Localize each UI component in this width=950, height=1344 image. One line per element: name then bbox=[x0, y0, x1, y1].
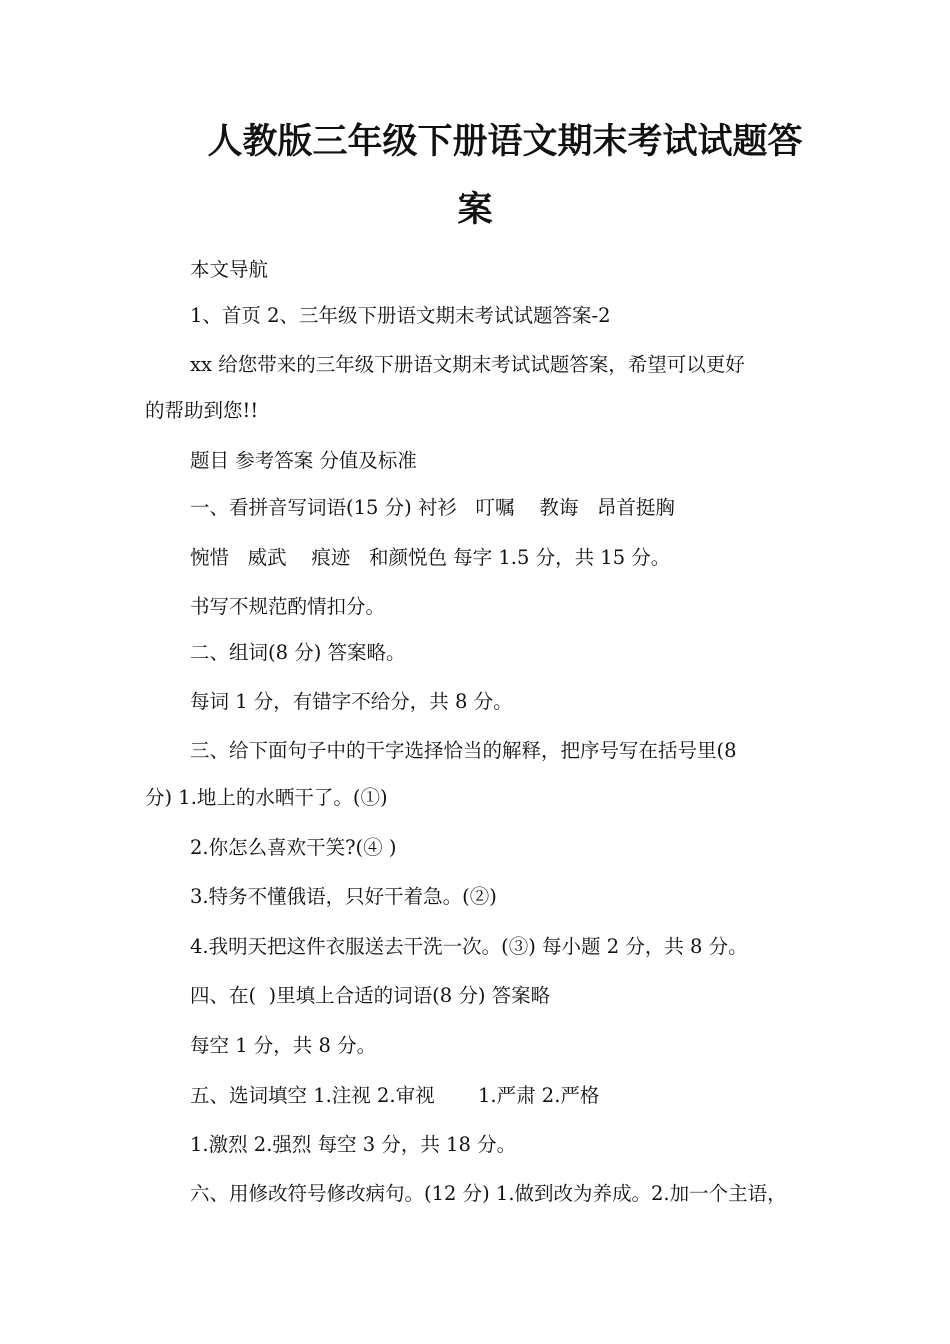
q1-line3: 书写不规范酌情扣分。 bbox=[190, 595, 386, 618]
intro-line1: xx 给您带来的三年级下册语文期末考试试题答案，希望可以更好 bbox=[190, 353, 745, 376]
table-header: 题目 参考答案 分值及标准 bbox=[190, 449, 417, 472]
nav-links[interactable]: 1、首页 2、三年级下册语文期末考试试题答案-2 bbox=[190, 304, 611, 327]
nav-heading: 本文导航 bbox=[190, 258, 269, 281]
q3-item2: 2.你怎么喜欢干笑?(④ ) bbox=[190, 836, 397, 859]
q5-line2: 1.激烈 2.强烈 每空 3 分，共 18 分。 bbox=[190, 1133, 517, 1156]
q1-line1: 一、看拼音写词语(15 分) 衬衫 叮嘱 教诲 昂首挺胸 bbox=[190, 496, 675, 519]
q4-line2: 每空 1 分，共 8 分。 bbox=[190, 1034, 377, 1057]
q4-line1: 四、在( )里填上合适的词语(8 分) 答案略 bbox=[190, 984, 551, 1007]
document-title-line2: 案 bbox=[457, 189, 493, 230]
q2-line2: 每词 1 分，有错字不给分，共 8 分。 bbox=[190, 690, 513, 713]
q3-line2: 分) 1.地上的水晒干了。(①) bbox=[145, 786, 388, 809]
q1-line2: 惋惜 威武 痕迹 和颜悦色 每字 1.5 分，共 15 分。 bbox=[190, 546, 671, 569]
intro-line2: 的帮助到您!! bbox=[145, 399, 259, 422]
q3-item4: 4.我明天把这件衣服送去干洗一次。(③) 每小题 2 分，共 8 分。 bbox=[190, 935, 748, 958]
document-title-line1: 人教版三年级下册语文期末考试试题答 bbox=[207, 121, 803, 162]
q2-line1: 二、组词(8 分) 答案略。 bbox=[190, 641, 406, 664]
q5-line1: 五、选词填空 1.注视 2.审视 1.严肃 2.严格 bbox=[190, 1084, 600, 1107]
q3-line1: 三、给下面句子中的干字选择恰当的解释，把序号写在括号里(8 bbox=[190, 739, 737, 762]
q3-item3: 3.特务不懂俄语，只好干着急。(②) bbox=[190, 885, 497, 908]
q6-line1: 六、用修改符号修改病句。(12 分) 1.做到改为养成。2.加一个主语， bbox=[190, 1182, 787, 1205]
